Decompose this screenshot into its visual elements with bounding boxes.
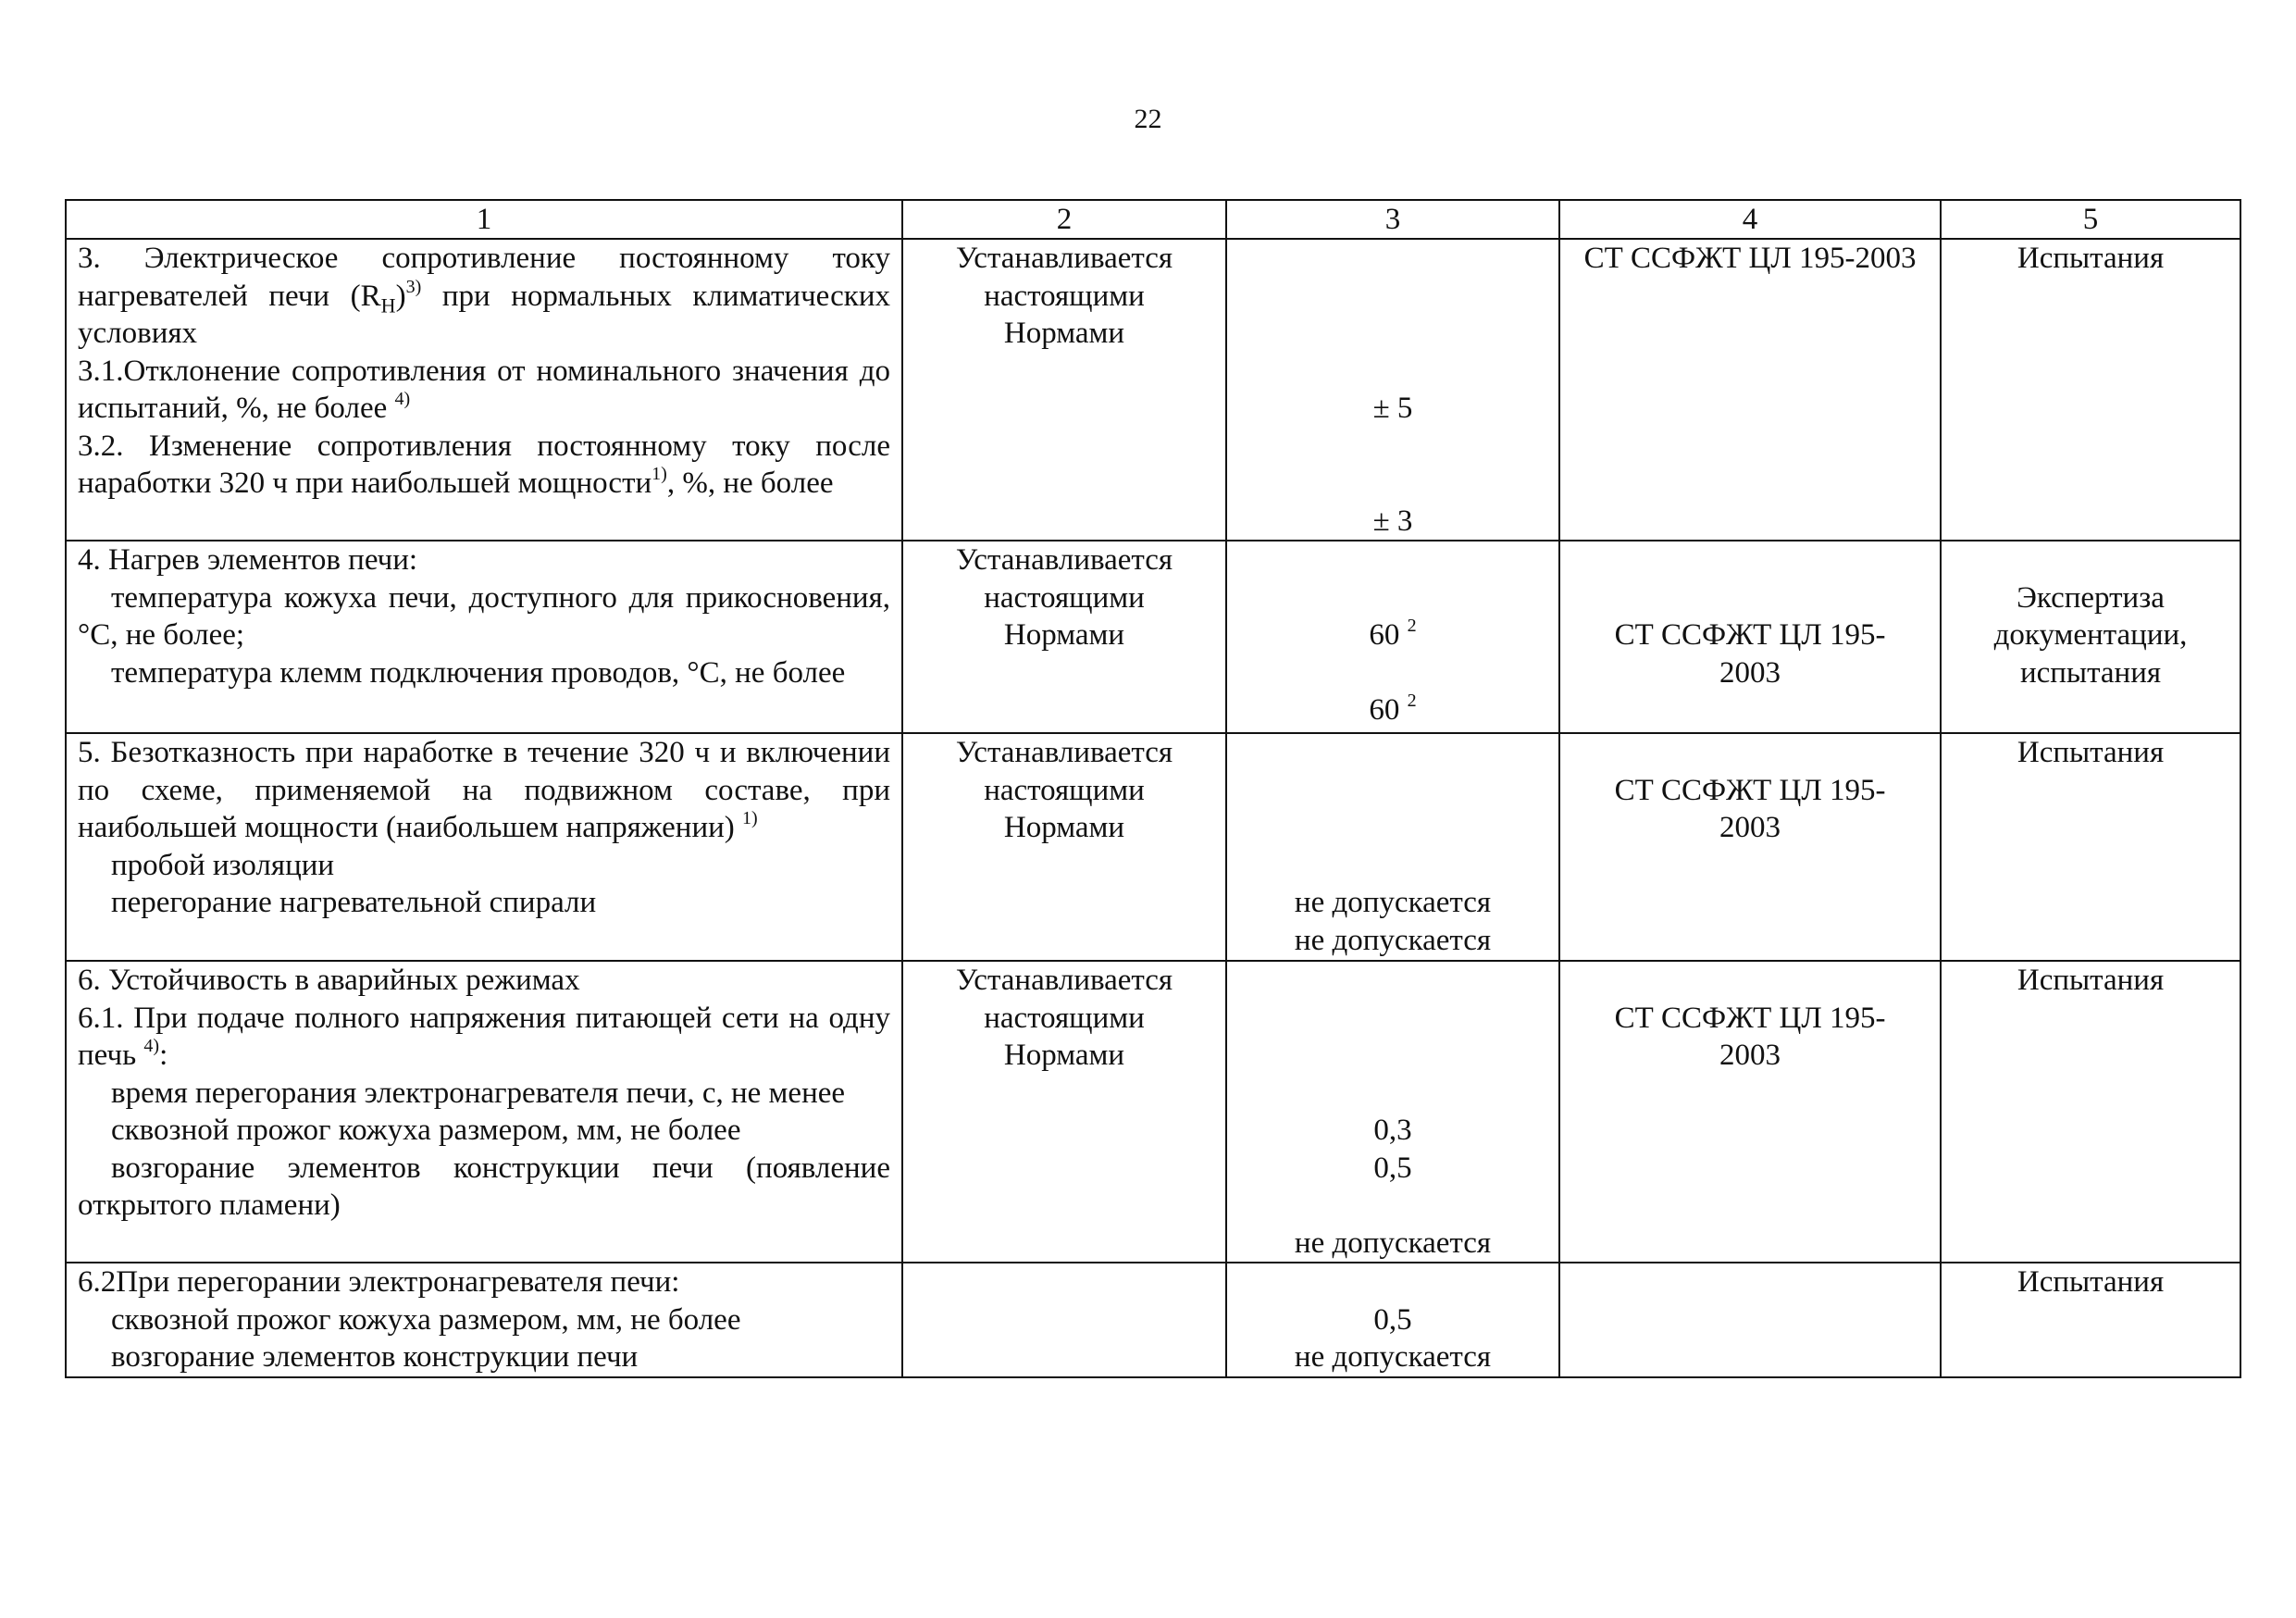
column-header: 4 <box>1559 200 1941 239</box>
column-header: 1 <box>66 200 902 239</box>
method-doc-cell: СТ ССФЖТ ЦЛ 195- 2003 <box>1559 541 1941 733</box>
page-number: 22 <box>1134 104 1162 134</box>
method-doc-cell: СТ ССФЖТ ЦЛ 195- 2003 <box>1559 961 1941 1263</box>
table-row <box>66 1263 2240 1377</box>
norm-source-cell: Устанавливается настоящими Нормами <box>902 733 1226 961</box>
requirement-cell: 3. Электрическое сопротивление постоянному току нагревателей печи $(R_Н)^{3)}$ при нормальных климатических условиях 3.1.Отклонение сопротивления от номинального значения до испытаний, %, не более $^{4)}$ 3.2. Изменение сопротивления постоянному току после наработки 320 ч при наибольшей мощности$^{1)}$, %, не более <box>66 239 902 541</box>
norm-source-cell: Устанавливается настоящими Нормами <box>902 239 1226 541</box>
value-cell: 0,3 0,5 не допускается <box>1226 961 1559 1263</box>
table-row <box>66 541 2240 733</box>
table-row <box>66 239 2240 541</box>
check-method-cell: Испытания <box>1941 961 2240 1263</box>
table-header-row <box>66 200 2240 239</box>
table-row <box>66 733 2240 961</box>
value-cell: не допускается не допускается <box>1226 733 1559 961</box>
requirement-cell: 6. Устойчивость в аварийных режимах 6.1. При подаче полного напряжения питающей сети на одну печь $^{4)}$: время перегорания электронагревателя печи, с, не менее сквозной прожог кожуха размером, мм, не более возгорание элементов конструкции печи (появление открытого пламени) <box>66 961 902 1263</box>
value-cell: ± 5 ± 3 <box>1226 239 1559 541</box>
column-header: 2 <box>902 200 1226 239</box>
check-method-cell: Экспертиза документации, испытания <box>1941 541 2240 733</box>
norm-source-cell: Устанавливается настоящими Нормами <box>902 541 1226 733</box>
check-method-cell: Испытания <box>1941 1263 2240 1377</box>
requirements-table <box>65 199 2241 1378</box>
check-method-cell: Испытания <box>1941 239 2240 541</box>
column-header: 5 <box>1941 200 2240 239</box>
requirement-cell: 4. Нагрев элементов печи: температура кожуха печи, доступного для прикосновения,°С, не более; температура клемм подключения проводов, °С, не более <box>66 541 902 733</box>
method-doc-cell <box>1559 1263 1941 1377</box>
table-row <box>66 961 2240 1263</box>
requirement-cell: 5. Безотказность при наработке в течение 320 ч и включении по схеме, применяемой на подвижном составе, при наибольшей мощности (наибольшем напряжении) $^{1)}$ пробой изоляции перегорание нагревательной спирали <box>66 733 902 961</box>
column-header: 3 <box>1226 200 1559 239</box>
method-doc-cell: СТ ССФЖТ ЦЛ 195-2003 <box>1559 239 1941 541</box>
check-method-cell: Испытания <box>1941 733 2240 961</box>
method-doc-cell: СТ ССФЖТ ЦЛ 195- 2003 <box>1559 733 1941 961</box>
value-cell: 60 $^2$ 60 $^2$ <box>1226 541 1559 733</box>
norm-source-cell: Устанавливается настоящими Нормами <box>902 961 1226 1263</box>
value-cell: 0,5 не допускается <box>1226 1263 1559 1377</box>
requirement-cell: 6.2При перегорании электронагревателя печи: сквозной прожог кожуха размером, мм, не более возгорание элементов конструкции печи <box>66 1263 902 1377</box>
norm-source-cell <box>902 1263 1226 1377</box>
